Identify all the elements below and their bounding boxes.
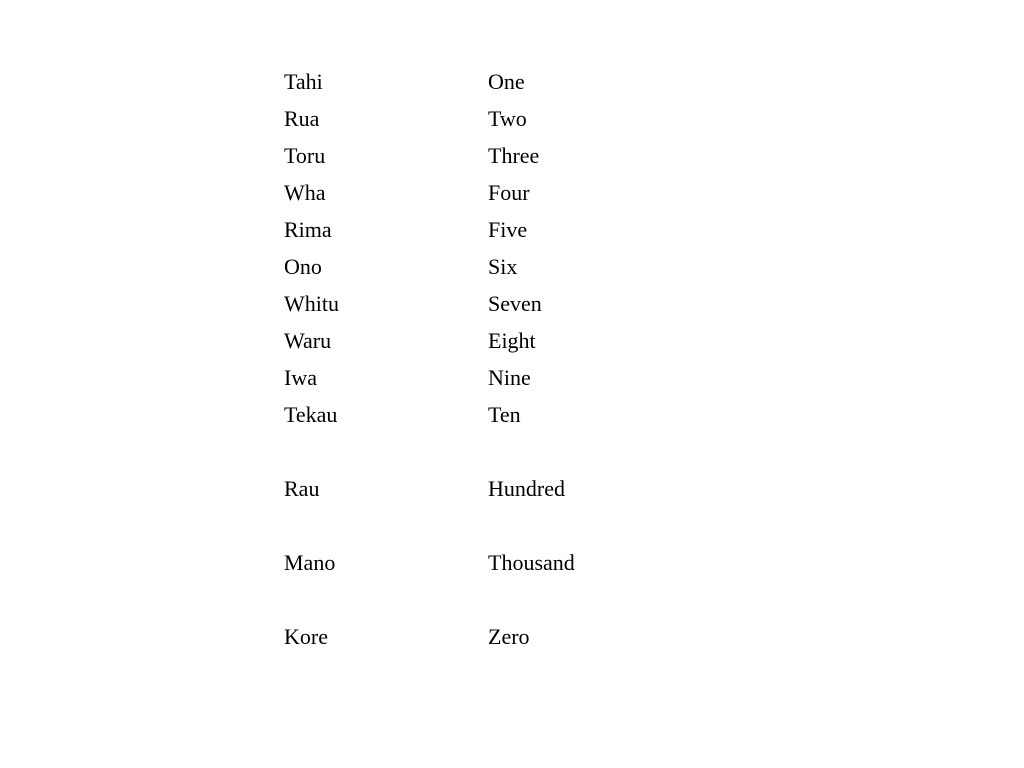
maori-word: Tekau (284, 402, 338, 427)
vocab-row (284, 322, 684, 359)
maori-word: Kore (284, 624, 328, 649)
english-word: Six (488, 254, 518, 279)
vocab-row (284, 285, 684, 322)
vocab-row (284, 137, 684, 174)
blank-row (284, 581, 684, 618)
maori-word: Mano (284, 550, 336, 575)
maori-word: Wha (284, 180, 326, 205)
english-word: Three (488, 143, 540, 168)
maori-word: Rua (284, 106, 320, 131)
english-word: One (488, 69, 525, 94)
english-word: Thousand (488, 550, 575, 575)
vocab-row (284, 396, 684, 433)
english-word: Zero (488, 624, 530, 649)
english-word: Eight (488, 328, 536, 353)
english-word: Five (488, 217, 528, 242)
english-word: Seven (488, 291, 542, 316)
english-word: Ten (488, 402, 521, 427)
english-word: Hundred (488, 476, 565, 501)
maori-word: Toru (284, 143, 326, 168)
vocab-row (284, 544, 684, 581)
vocab-row (284, 359, 684, 396)
vocab-row (284, 618, 684, 655)
english-word: Nine (488, 365, 531, 390)
vocab-row (284, 100, 684, 137)
maori-word: Rima (284, 217, 332, 242)
vocab-row (284, 211, 684, 248)
vocab-row (284, 248, 684, 285)
blank-row (284, 433, 684, 470)
maori-word: Tahi (284, 69, 323, 94)
vocab-row (284, 174, 684, 211)
maori-word: Whitu (284, 291, 339, 316)
maori-word: Iwa (284, 365, 317, 390)
vocab-row (284, 470, 684, 507)
maori-word: Ono (284, 254, 322, 279)
english-word: Four (488, 180, 530, 205)
maori-word: Waru (284, 328, 332, 353)
maori-word: Rau (284, 476, 320, 501)
vocab-row (284, 63, 684, 100)
blank-row (284, 507, 684, 544)
english-word: Two (488, 106, 527, 131)
number-vocabulary-table (284, 63, 684, 655)
